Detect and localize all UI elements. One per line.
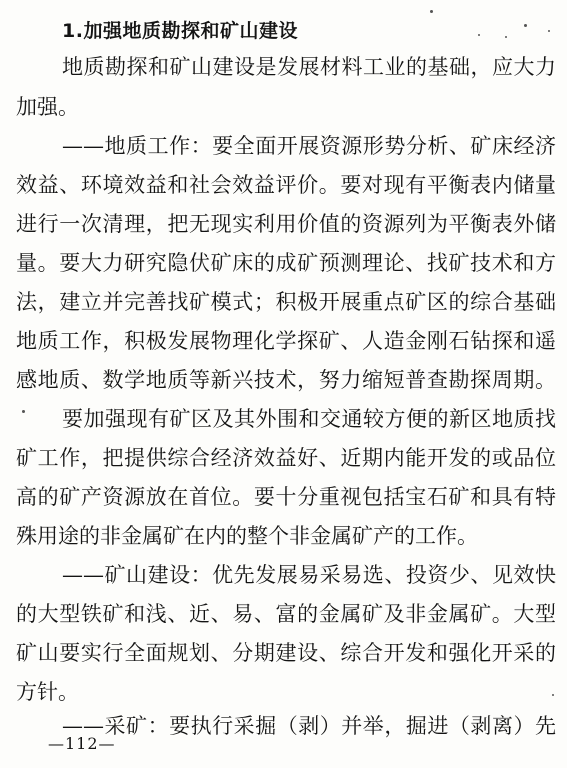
scan-speck — [524, 24, 527, 27]
page-number: —112— — [48, 734, 116, 753]
paragraph-line: 感地质、数学地质等新兴技术，努力缩短普查勘探周期。 — [16, 368, 556, 392]
paragraph-line: 量。要大力研究隐伏矿床的成矿预测理论、找矿技术和方 — [16, 251, 556, 275]
paragraph-line: ——采矿：要执行采掘（剥）并举，掘进（剥离）先 — [62, 714, 556, 738]
scan-speck — [478, 34, 480, 36]
section-heading: 1.加强地质勘探和矿山建设 — [62, 20, 298, 42]
paragraph-line: 进行一次清理，把无现实利用价值的资源列为平衡表外储 — [16, 212, 556, 236]
paragraph-line: 方针。 — [16, 680, 79, 704]
paragraph-line: 矿山要实行全面规划、分期建设、综合开发和强化开采的 — [16, 641, 556, 665]
scan-speck — [430, 10, 433, 13]
scan-speck — [552, 694, 554, 696]
paragraph-line: 加强。 — [16, 95, 79, 119]
scan-speck — [22, 410, 25, 413]
paragraph-line: 高的矿产资源放在首位。要十分重视包括宝石矿和具有特 — [16, 485, 556, 509]
paragraph-line: 法，建立并完善找矿模式；积极开展重点矿区的综合基础 — [16, 290, 556, 314]
paragraph-line: 地质勘探和矿山建设是发展材料工业的基础，应大力 — [62, 55, 556, 79]
paragraph-line: 效益、环境效益和社会效益评价。要对现有平衡表内储量 — [16, 173, 556, 197]
paragraph-line: 的大型铁矿和浅、近、易、富的金属矿及非金属矿。大型 — [16, 602, 556, 626]
paragraph-line: 矿工作，把提供综合经济效益好、近期内能开发的或品位 — [16, 446, 556, 470]
scan-speck — [548, 30, 550, 32]
paragraph-line: ——矿山建设：优先发展易采易选、投资少、见效快 — [62, 563, 556, 587]
scan-speck — [505, 36, 507, 38]
paragraph-line: 殊用途的非金属矿在内的整个非金属矿产的工作。 — [16, 524, 478, 548]
paragraph-line: ——地质工作：要全面开展资源形势分析、矿床经济 — [62, 134, 556, 158]
paragraph-line: 要加强现有矿区及其外围和交通较方便的新区地质找 — [62, 407, 556, 431]
paragraph-line: 地质工作，积极发展物理化学探矿、人造金刚石钻探和遥 — [16, 329, 556, 353]
